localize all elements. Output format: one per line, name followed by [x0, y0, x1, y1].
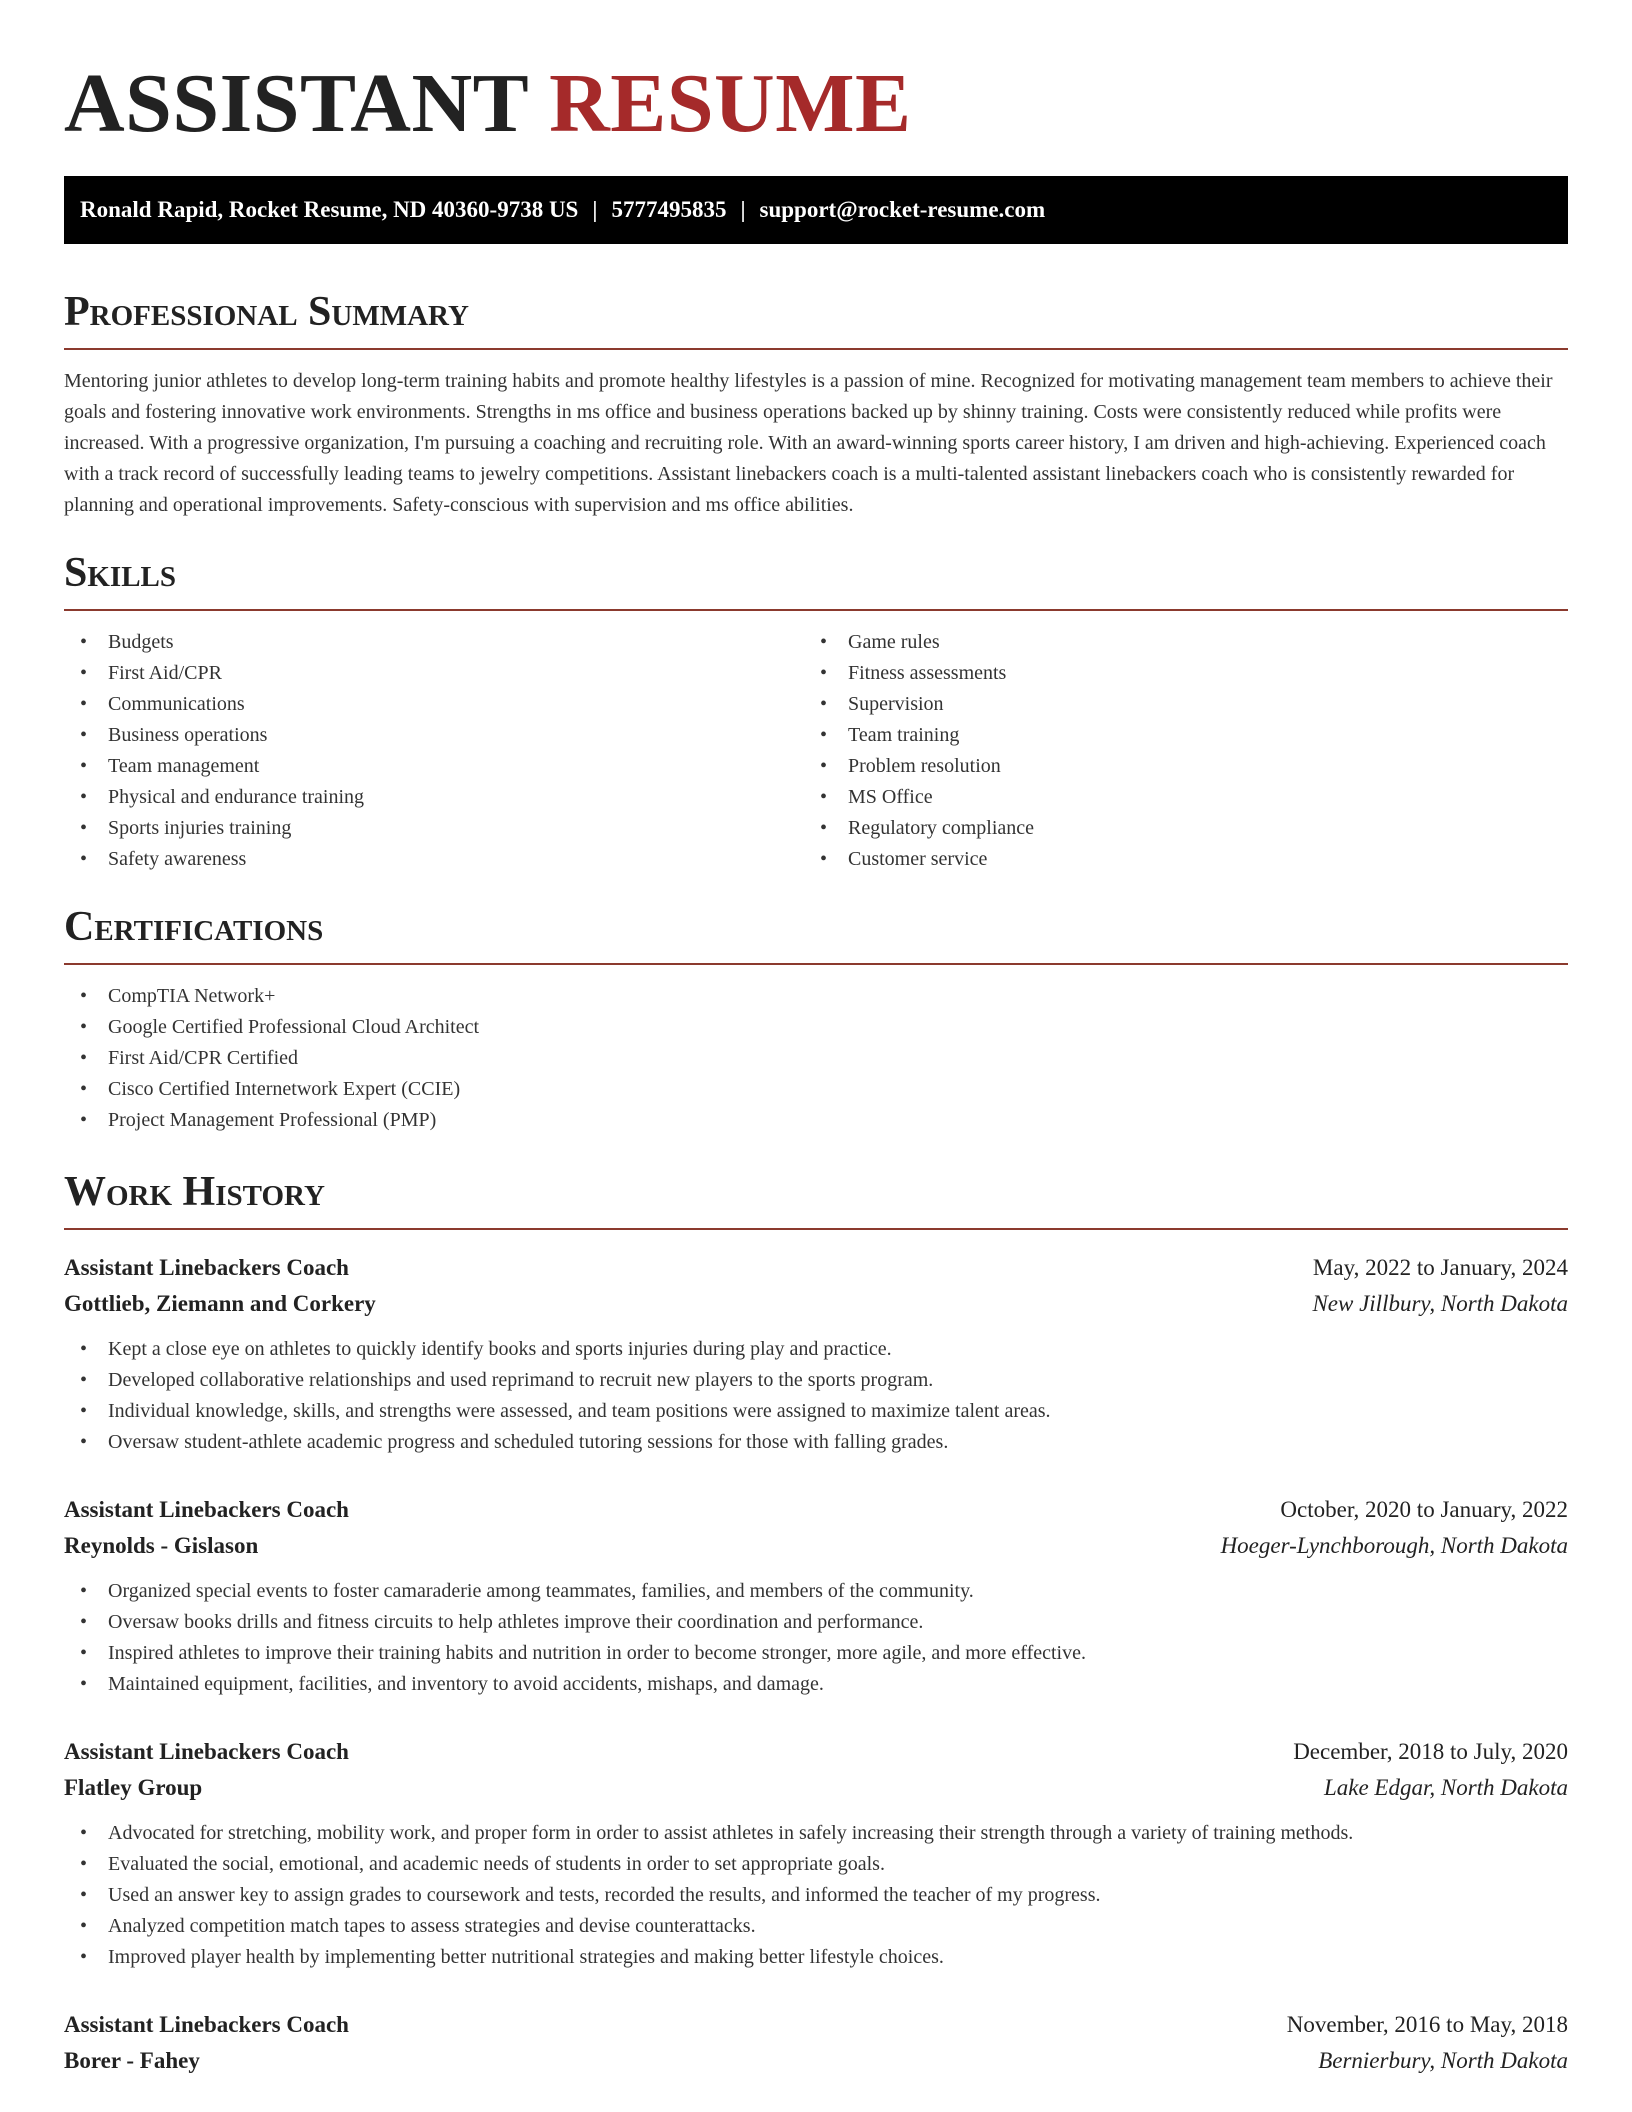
- job-bullet: • Developed collaborative relationships and used reprimand to recruit new players to the sports program.: [64, 1365, 1568, 1396]
- job-company: Borer - Fahey: [64, 2048, 200, 2073]
- certification-item: • CompTIA Network+: [64, 981, 1568, 1012]
- job-header-row: [64, 1492, 1568, 1528]
- job-header-row: [64, 1250, 1568, 1286]
- skill-item: • Team training: [804, 720, 1544, 751]
- job-company: Gottlieb, Ziemann and Corkery: [64, 1291, 376, 1316]
- job-entry: [64, 2007, 1568, 2079]
- skill-item: • Safety awareness: [64, 844, 804, 875]
- job-bullets: [64, 1576, 1568, 1700]
- job-title: Assistant Linebackers Coach: [64, 1497, 349, 1522]
- skill-item: • Communications: [64, 689, 804, 720]
- summary-section: [64, 286, 1568, 521]
- skill-item: • Customer service: [804, 844, 1544, 875]
- job-header-row: [64, 2007, 1568, 2043]
- contact-address: Ronald Rapid, Rocket Resume, ND 40360-9738 US: [80, 197, 579, 222]
- job-title: Assistant Linebackers Coach: [64, 1739, 349, 1764]
- job-bullets: [64, 1334, 1568, 1458]
- certifications-heading: Certifications: [64, 901, 1568, 965]
- skills-heading: Skills: [64, 547, 1568, 611]
- skill-item: • Business operations: [64, 720, 804, 751]
- job-bullet: • Organized special events to foster camaraderie among teammates, families, and members of the community.: [64, 1576, 1568, 1607]
- skill-item: • Budgets: [64, 627, 804, 658]
- resume-page: [64, 0, 1568, 2079]
- contact-phone: 5777495835: [611, 197, 727, 222]
- job-entry: [64, 1250, 1568, 1458]
- job-location: Bernierbury, North Dakota: [1318, 2048, 1568, 2073]
- job-company-row: [64, 1528, 1568, 1564]
- certifications-list: [64, 981, 1568, 1136]
- summary-text: Mentoring junior athletes to develop long-term training habits and promote healthy lifestyles is a passion of mine. Recognized for motivating management team members to achieve their goals and fostering innovative work environments. Strengths in ms office and business operations backed up by shinny training. Costs were consistently reduced while profits were increased. With a progressive organization, I'm pursuing a coaching and recruiting role. With an award-winning sports career history, I am driven and high-achieving. Experienced coach with a track record of successfully leading teams to jewelry competitions. Assistant linebackers coach is a multi-talented assistant linebackers coach who is consistently rewarded for planning and operational improvements. Safety-conscious with supervision and ms office abilities.: [64, 370, 1553, 516]
- job-bullet: • Inspired athletes to improve their training habits and nutrition in order to become stronger, more agile, and more effective.: [64, 1638, 1568, 1669]
- job-dates: November, 2016 to May, 2018: [1286, 2012, 1568, 2037]
- title-main: ASSISTANT: [64, 57, 528, 150]
- skill-item: • Game rules: [804, 627, 1544, 658]
- job-bullet: • Kept a close eye on athletes to quickly identify books and sports injuries during play and practice.: [64, 1334, 1568, 1365]
- skill-item: • Fitness assessments: [804, 658, 1544, 689]
- job-location: New Jillbury, North Dakota: [1312, 1291, 1568, 1316]
- skills-columns: [64, 627, 1568, 875]
- job-bullets: [64, 1818, 1568, 1973]
- job-entry: [64, 1492, 1568, 1700]
- contact-email[interactable]: support@rocket-resume.com: [759, 197, 1046, 222]
- work-history-heading: Work History: [64, 1166, 1568, 1230]
- skills-list-left: [64, 627, 804, 875]
- certification-item: • Project Management Professional (PMP): [64, 1105, 1568, 1136]
- job-company-row: [64, 1286, 1568, 1322]
- skill-item: • First Aid/CPR: [64, 658, 804, 689]
- contact-bar: [64, 176, 1568, 244]
- job-dates: May, 2022 to January, 2024: [1312, 1255, 1568, 1280]
- job-title: Assistant Linebackers Coach: [64, 1255, 349, 1280]
- job-bullet: • Oversaw student-athlete academic progress and scheduled tutoring sessions for those with falling grades.: [64, 1427, 1568, 1458]
- job-header-row: [64, 1734, 1568, 1770]
- skill-item: • Sports injuries training: [64, 813, 804, 844]
- jobs-list: [64, 1250, 1568, 2079]
- skill-item: • Physical and endurance training: [64, 782, 804, 813]
- job-dates: October, 2020 to January, 2022: [1280, 1497, 1568, 1522]
- job-bullet: • Advocated for stretching, mobility work, and proper form in order to assist athletes in safely increasing their strength through a variety of training methods.: [64, 1818, 1568, 1849]
- job-bullet: • Maintained equipment, facilities, and inventory to avoid accidents, mishaps, and damage.: [64, 1669, 1568, 1700]
- job-company: Flatley Group: [64, 1775, 203, 1800]
- skills-list-right: [804, 627, 1544, 875]
- title-accent: RESUME: [549, 57, 912, 150]
- page-title: [64, 56, 1568, 152]
- job-location: Hoeger-Lynchborough, North Dakota: [1220, 1533, 1568, 1558]
- job-bullet: • Individual knowledge, skills, and strengths were assessed, and team positions were assigned to maximize talent areas.: [64, 1396, 1568, 1427]
- job-company-row: [64, 1770, 1568, 1806]
- job-company: Reynolds - Gislason: [64, 1533, 259, 1558]
- certifications-section: [64, 901, 1568, 1136]
- job-bullet: • Analyzed competition match tapes to assess strategies and devise counterattacks.: [64, 1911, 1568, 1942]
- job-bullet: • Oversaw books drills and fitness circuits to help athletes improve their coordination and performance.: [64, 1607, 1568, 1638]
- skill-item: • Team management: [64, 751, 804, 782]
- certification-item: • Google Certified Professional Cloud Architect: [64, 1012, 1568, 1043]
- job-dates: December, 2018 to July, 2020: [1293, 1739, 1568, 1764]
- job-bullet: • Used an answer key to assign grades to coursework and tests, recorded the results, and informed the teacher of my progress.: [64, 1880, 1568, 1911]
- certification-item: • First Aid/CPR Certified: [64, 1043, 1568, 1074]
- job-bullet: • Evaluated the social, emotional, and academic needs of students in order to set appropriate goals.: [64, 1849, 1568, 1880]
- summary-heading: Professional Summary: [64, 286, 1568, 350]
- skill-item: • Supervision: [804, 689, 1544, 720]
- job-bullet: • Improved player health by implementing better nutritional strategies and making better lifestyle choices.: [64, 1942, 1568, 1973]
- contact-separator: |: [740, 197, 746, 222]
- contact-separator: |: [592, 197, 598, 222]
- job-company-row: [64, 2043, 1568, 2079]
- job-location: Lake Edgar, North Dakota: [1323, 1775, 1568, 1800]
- skills-section: [64, 547, 1568, 875]
- work-history-section: [64, 1166, 1568, 2079]
- skill-item: • MS Office: [804, 782, 1544, 813]
- job-title: Assistant Linebackers Coach: [64, 2012, 349, 2037]
- skill-item: • Regulatory compliance: [804, 813, 1544, 844]
- skill-item: • Problem resolution: [804, 751, 1544, 782]
- job-entry: [64, 1734, 1568, 1973]
- certification-item: • Cisco Certified Internetwork Expert (CCIE): [64, 1074, 1568, 1105]
